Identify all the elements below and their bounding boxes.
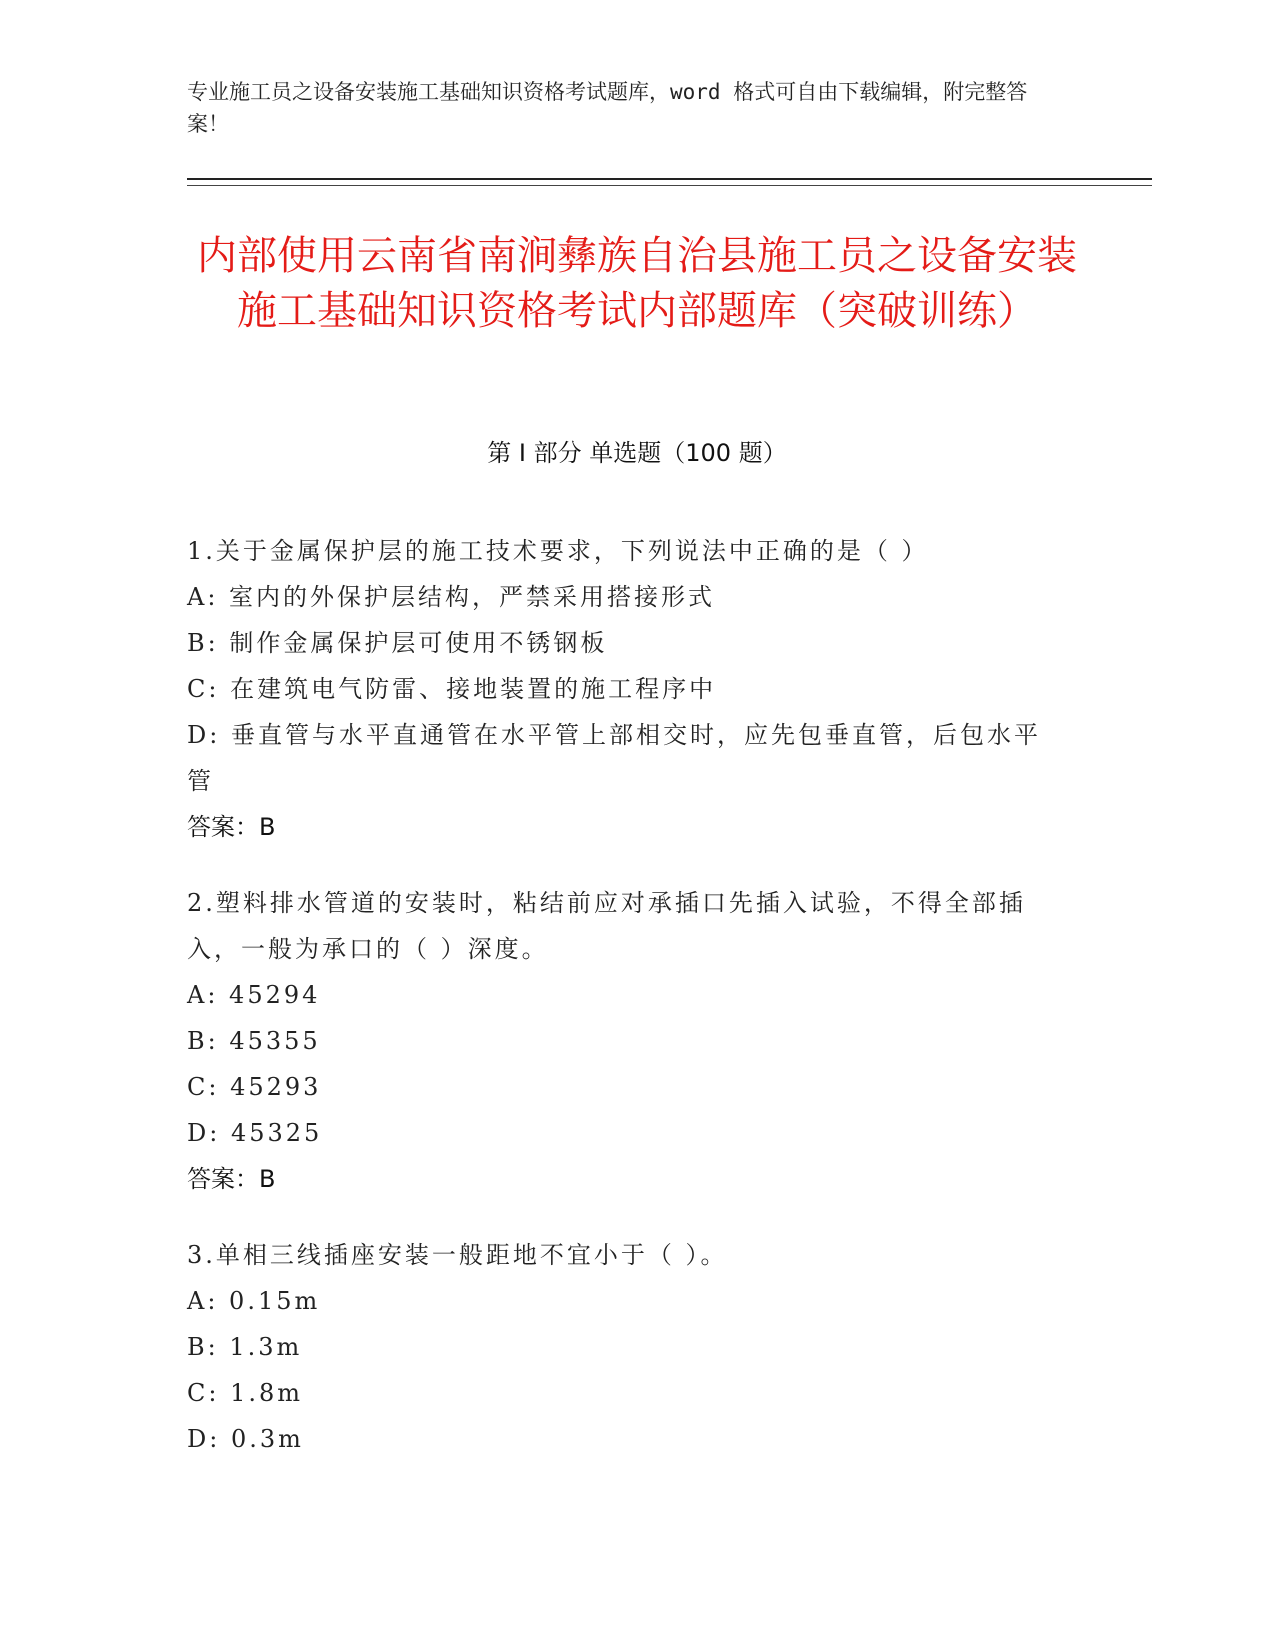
question-2 [187,880,1067,1202]
option-d: D: 45325 [187,1119,323,1147]
question-text: 1.关于金属保护层的施工技术要求，下列说法中正确的是（ ） [187,537,929,565]
section-heading: 第 I 部分 单选题（100 题） [487,439,787,467]
question-text: 2.塑料排水管道的安装时，粘结前应对承插口先插入试验，不得全部插入，一般为承口的（ ）深度。 [187,889,1026,963]
option-b: B: 45355 [187,1027,321,1055]
option-c: C: 1.8m [187,1379,304,1407]
question-list [187,528,1067,1492]
option-d: D: 0.3m [187,1425,304,1453]
option-c: C: 在建筑电气防雷、接地装置的施工程序中 [187,675,717,703]
header-rule-thin [187,185,1152,186]
header-note: 专业施工员之设备安装施工基础知识资格考试题库，word 格式可自由下载编辑，附完整答案！ [187,80,1028,136]
question-text: 3.单相三线插座安装一般距地不宜小于（ ）。 [187,1241,728,1269]
answer: 答案：B [187,813,276,841]
header-rule-thick [187,178,1152,180]
question-3 [187,1232,1067,1462]
option-a: A: 0.15m [187,1287,321,1315]
question-1 [187,528,1067,850]
option-b: B: 制作金属保护层可使用不锈钢板 [187,629,608,657]
document-title: 内部使用云南省南涧彝族自治县施工员之设备安装施工基础知识资格考试内部题库（突破训练） [197,233,1077,334]
option-a: A: 室内的外保护层结构，严禁采用搭接形式 [187,583,716,611]
option-c: C: 45293 [187,1073,322,1101]
option-a: A: 45294 [187,981,321,1009]
answer: 答案：B [187,1165,276,1193]
option-b: B: 1.3m [187,1333,303,1361]
option-d: D: 垂直管与水平直通管在水平管上部相交时，应先包垂直管，后包水平管 [187,721,1041,795]
